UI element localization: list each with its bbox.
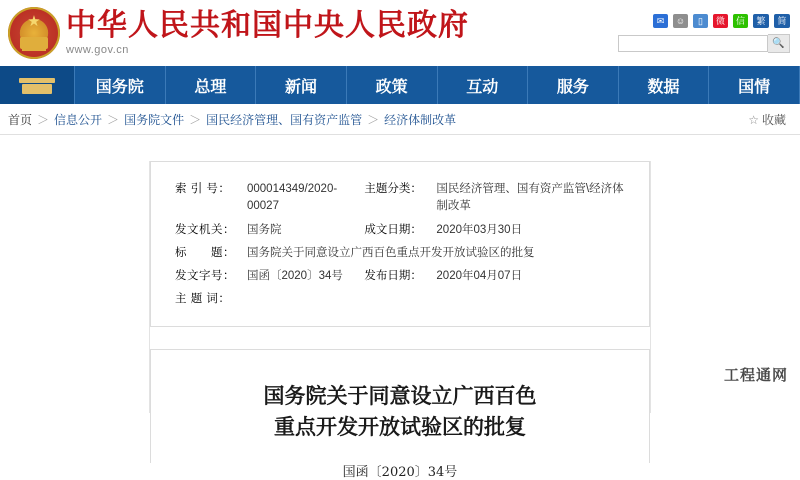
nav-item-fuwu[interactable]: 服务 (527, 66, 618, 104)
table-row (175, 242, 629, 265)
meta-value-written-date: 2020年03月30日 (436, 223, 523, 236)
breadcrumb-item-economy-management[interactable]: 国民经济管理、国有资产监管 (206, 112, 363, 127)
meta-value-doc-number: 国函〔2020〕34号 (247, 270, 343, 282)
search-icon[interactable]: 🔍 (768, 34, 790, 53)
nav-home-button[interactable] (0, 66, 74, 104)
site-search (618, 34, 790, 53)
meta-label-topic: 主题分类： (364, 183, 422, 195)
breadcrumb-item-state-council-docs[interactable]: 国务院文件 (124, 112, 185, 127)
meta-label-issuer: 发文机关： (175, 223, 235, 236)
page-content (0, 135, 800, 480)
nav-item-hudong[interactable]: 互动 (437, 66, 528, 104)
gate-home-icon (17, 74, 57, 96)
header-utility-area (618, 14, 800, 53)
site-domain: www.gov.cn (66, 44, 129, 57)
table-row (175, 288, 629, 311)
table-row (175, 219, 629, 242)
meta-value-index: 000014349/2020-00027 (247, 183, 338, 213)
document-body (150, 349, 650, 480)
document-title-line-2: 重点开发开放试验区的批复 (274, 414, 526, 439)
document-number: 国函〔2020〕34号 (342, 464, 458, 480)
favorite-label: 收藏 (761, 112, 786, 127)
left-rail (0, 161, 150, 413)
meta-label-written-date: 成文日期： (364, 223, 422, 236)
meta-label-index: 索 引 号： (175, 183, 231, 195)
meta-value-publish-date: 2020年04月07日 (436, 270, 523, 282)
traditional-chinese-icon[interactable]: 繁 (753, 14, 769, 28)
meta-value-title: 国务院关于同意设立广西百色重点开发开放试验区的批复 (247, 246, 535, 259)
breadcrumb-separator: ＞ (37, 112, 50, 127)
mobile-icon[interactable]: ▯ (693, 14, 708, 28)
site-title: 中华人民共和国中央人民政府 (66, 7, 469, 43)
meta-value-topic: 国民经济管理、国有资产监管\经济体制改革 (436, 183, 624, 213)
star-icon: ☆ (748, 112, 759, 127)
breadcrumb (0, 104, 800, 135)
nav-item-guoqing[interactable]: 国情 (708, 66, 800, 104)
mail-icon[interactable]: ✉ (653, 14, 668, 28)
weibo-icon[interactable]: 微 (713, 14, 728, 28)
document-metadata-box (150, 161, 650, 327)
metadata-table (175, 178, 629, 312)
breadcrumb-item-economic-reform[interactable]: 经济体制改革 (384, 112, 457, 127)
nav-item-guowuyuan[interactable]: 国务院 (74, 66, 165, 104)
table-row (175, 265, 629, 288)
nav-item-zhengce[interactable]: 政策 (346, 66, 437, 104)
meta-label-publish-date: 发布日期： (364, 270, 422, 282)
breadcrumb-item-home[interactable]: 首页 (8, 112, 33, 127)
nav-item-xinwen[interactable]: 新闻 (255, 66, 346, 104)
watermark: 工程通网 (723, 366, 788, 384)
header-icon-row (653, 14, 790, 28)
breadcrumb-separator: ＞ (367, 112, 380, 127)
nav-item-zongli[interactable]: 总理 (165, 66, 256, 104)
search-input[interactable] (618, 35, 768, 52)
meta-label-title: 标 题： (175, 246, 235, 259)
site-branding[interactable] (66, 7, 469, 57)
meta-label-keywords: 主 题 词： (175, 293, 231, 306)
meta-value-issuer: 国务院 (247, 223, 282, 236)
meta-value-keywords (247, 288, 629, 311)
nav-item-shuju[interactable]: 数据 (618, 66, 709, 104)
main-nav (0, 66, 800, 104)
wechat-icon[interactable]: 信 (733, 14, 748, 28)
page-title (181, 380, 619, 443)
document-column (150, 161, 650, 480)
message-icon[interactable]: ☺ (673, 14, 688, 28)
table-row (175, 178, 629, 219)
breadcrumb-item-info-disclosure[interactable]: 信息公开 (54, 112, 103, 127)
simplified-chinese-icon[interactable]: 简 (774, 14, 790, 28)
meta-label-doc-number: 发文字号： (175, 270, 235, 282)
document-title-line-1: 国务院关于同意设立广西百色 (263, 382, 537, 408)
site-header (0, 0, 800, 66)
favorite-button[interactable] (748, 111, 786, 128)
breadcrumb-separator: ＞ (107, 112, 120, 127)
national-emblem-icon (8, 7, 60, 59)
breadcrumb-separator: ＞ (189, 112, 202, 127)
